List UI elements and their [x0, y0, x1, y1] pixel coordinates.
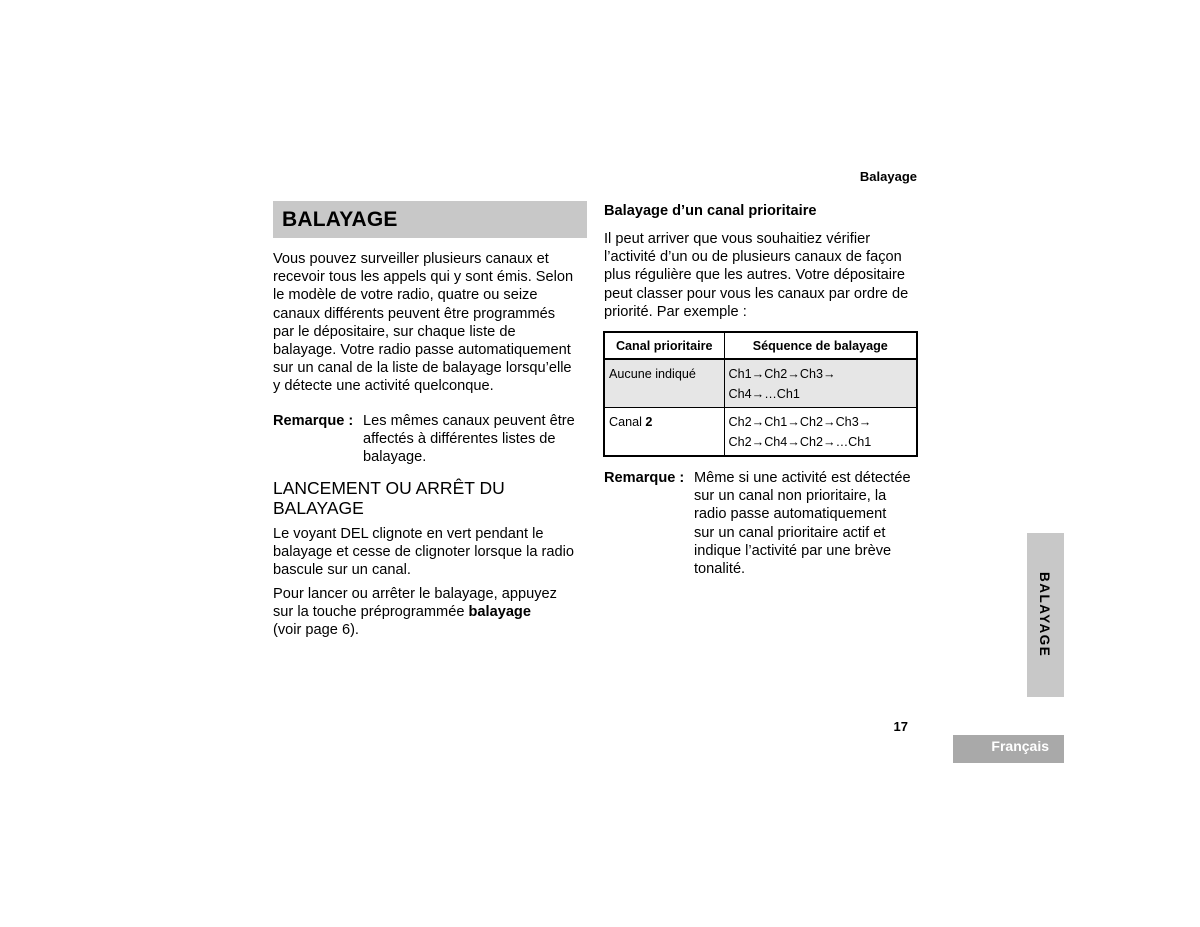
- table-cell-canal: Canal 2: [604, 408, 724, 457]
- table-header-sequence: Séquence de balayage: [724, 332, 917, 359]
- table-header-canal: Canal prioritaire: [604, 332, 724, 359]
- table-header-row: [604, 332, 917, 359]
- table-cell-canal: Aucune indiqué: [604, 359, 724, 408]
- note-text: Même si une activité est détectée sur un canal non prioritaire, la radio passe automatiquement sur un canal prioritaire actif et indique l’activité par une brève tonalité.: [694, 470, 911, 578]
- chapter-side-tab: [1027, 533, 1064, 697]
- running-header: Balayage: [859, 169, 917, 184]
- right-note: [604, 469, 924, 581]
- priority-intro: Il peut arriver que vous souhaitiez vérifier l’activité d’un ou de plusieurs canaux de façon plus régulière que les autres. Votre dépositaire peut classer pour vous les canaux par ordre de priorité. Par exemple :: [604, 231, 909, 320]
- intro-paragraph: Vous pouvez surveiller plusieurs canaux et recevoir tous les appels qui y sont émis. Selon le modèle de votre radio, quatre ou seize canaux différents peuvent être programmés par le dépositaire, sur chaque liste de balayage. Votre radio passe automatiquement sur un canal de la liste de balayage lorsqu’elle y détecte une activité quelconque.: [273, 251, 574, 395]
- language-tab: [953, 735, 1064, 763]
- page-number: 17: [893, 719, 908, 734]
- note-text: Les mêmes canaux peuvent être affectés à différentes listes de balayage.: [363, 413, 575, 466]
- left-note: [273, 412, 593, 468]
- note-label: Remarque :: [604, 470, 685, 486]
- table-cell-sequence: Ch2→Ch1→Ch2→Ch3→ Ch2→Ch4→Ch2→…Ch1: [724, 408, 917, 457]
- section-title-band: [273, 201, 587, 238]
- priority-table: [603, 331, 918, 457]
- chapter-side-tab-label: BALAYAGE: [1037, 572, 1052, 658]
- section2-paragraph-1: Le voyant DEL clignote en vert pendant le balayage et cesse de clignoter lorsque la radio bascule sur un canal.: [273, 526, 574, 579]
- note-label: Remarque :: [273, 413, 354, 429]
- priority-subtitle: Balayage d’un canal prioritaire: [604, 203, 817, 219]
- table-row: [604, 408, 917, 457]
- table-cell-sequence: Ch1→Ch2→Ch3→ Ch4→…Ch1: [724, 359, 917, 408]
- section-title: BALAYAGE: [282, 208, 398, 231]
- section2-title: LANCEMENT OU ARRÊT DU BALAYAGE: [273, 478, 505, 518]
- language-tab-label: Français: [991, 738, 1049, 754]
- scan-key-name: balayage: [468, 604, 531, 621]
- table-row: [604, 359, 917, 408]
- section2-paragraph-2: Pour lancer ou arrêter le balayage, appuyez sur la touche préprogrammée balayage (voir page 6).: [273, 586, 557, 639]
